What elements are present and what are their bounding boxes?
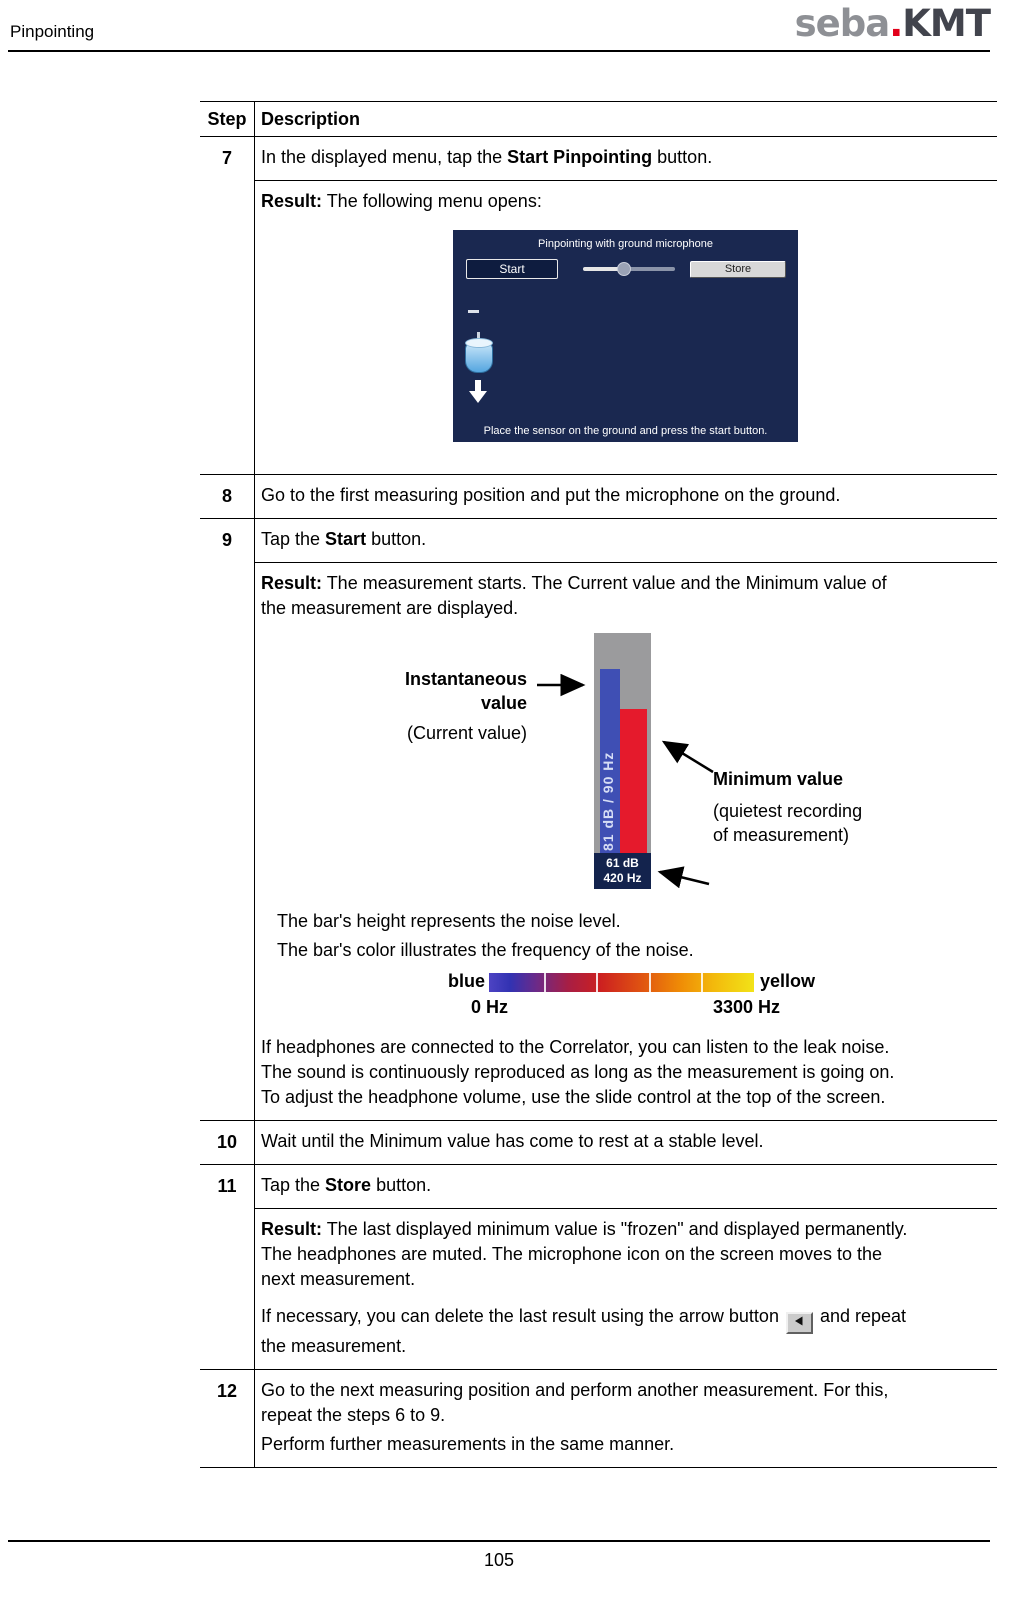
- step11-note: If necessary, you can delete the last result using the arrow button and repeat: [261, 1304, 992, 1334]
- table-header-row: [200, 102, 997, 137]
- minimum-db: 61 dB: [606, 856, 639, 870]
- bar-height-note: The bar's height represents the noise level.: [277, 911, 621, 931]
- step11-instruction: Tap the Store button.: [255, 1165, 997, 1209]
- table-row-step7: [200, 137, 997, 475]
- scale-3300hz-label: 3300 Hz: [713, 997, 781, 1017]
- step-number: 9: [200, 519, 255, 1120]
- footer-divider: [8, 1540, 990, 1542]
- chapter-title: Pinpointing: [10, 22, 95, 41]
- step8-text: Go to the first measuring position and put the microphone on the ground.: [261, 485, 841, 505]
- minimum-value-label: Minimum value: [713, 769, 844, 789]
- step-number: 11: [200, 1165, 255, 1369]
- step-number: 12: [200, 1370, 255, 1467]
- instantaneous-value-label: Instantaneous value: [404, 669, 527, 713]
- result-label: Result:: [261, 1219, 323, 1239]
- back-arrow-icon: [786, 1312, 813, 1334]
- page-number: 105: [483, 1550, 515, 1570]
- result-label: Result:: [261, 573, 323, 593]
- step11-result: Result: The last displayed minimum value is "frozen" and displayed permanently. The headphones are muted. The microphone icon on the screen moves to the next measurement. If necessary, you can delete the last result using the arrow button and repeat the measurement.: [255, 1209, 997, 1369]
- position-tick: [468, 310, 479, 313]
- scale-blue-label: blue: [447, 971, 485, 991]
- step12-description: Go to the next measuring position and perform another measurement. For this, repeat the steps 6 to 9. Perform further measurements in the same manner.: [261, 1380, 889, 1454]
- store-keyword: Store: [325, 1175, 372, 1195]
- table-row-step11: [200, 1165, 997, 1370]
- minimum-hz: 420 Hz: [603, 871, 642, 885]
- step8-description: [255, 475, 997, 518]
- device-screenshot: [453, 230, 798, 442]
- current-value-label: (Current value): [406, 723, 527, 743]
- frequency-scale: [261, 971, 992, 1027]
- start-pinpointing-keyword: Start Pinpointing: [507, 147, 653, 167]
- start-keyword: Start: [325, 529, 367, 549]
- step-number: 7: [200, 137, 255, 474]
- step9-instruction: Tap the Start button.: [255, 519, 997, 563]
- bar-reading-label: 81 dB / 90 Hz: [600, 751, 616, 851]
- table-row-step10: [200, 1121, 997, 1165]
- meter-figure: [261, 633, 992, 901]
- step9-result: Result: The measurement starts. The Current value and the Minimum value of the measurement are displayed. Instantaneous value (Current value) 81 dB / 90 Hz 61 dB 420 Hz Minimum value (quietest recording of measurement) The bar's height represents the noise level. The bar's color illustrates the frequency of the noise. blue yellow 0 Hz 3300 Hz If headphones are connected to the Correlator, you can listen to the leak noise. The sound is continuously reproduced as long as the measurement is going on. To adjust the headphone volume, use the slide control at the top of the screen.: [255, 563, 997, 1120]
- volume-slider: [583, 262, 675, 276]
- step7-result-text: The following menu opens:: [322, 191, 542, 211]
- level-meter-image: [594, 633, 651, 889]
- step7-instruction-text: In the displayed menu, tap the: [261, 147, 508, 167]
- microphone-icon: [462, 332, 496, 376]
- step11-description: [255, 1165, 997, 1369]
- sebakmt-logo: [795, 4, 990, 44]
- table-row-step8: [200, 475, 997, 519]
- down-arrow-icon: [467, 380, 489, 404]
- step-number: 8: [200, 475, 255, 518]
- step10-description: [255, 1121, 997, 1164]
- logo-kmt: KMT: [902, 2, 990, 45]
- slider-thumb: [617, 262, 631, 276]
- table-row-step12: [200, 1370, 997, 1468]
- steps-table: [200, 101, 997, 1468]
- store-button: Store: [690, 261, 786, 278]
- headphones-note: If headphones are connected to the Correlator, you can listen to the leak noise.: [261, 1037, 890, 1057]
- step9-description: [255, 519, 997, 1120]
- logo-dot: .: [889, 2, 903, 45]
- scale-yellow-label: yellow: [760, 971, 816, 991]
- frequency-gradient-bar: [489, 973, 754, 992]
- table-row-step9: [200, 519, 997, 1121]
- page-header: [8, 0, 990, 52]
- bar-color-note: The bar's color illustrates the frequency of the noise.: [277, 940, 694, 960]
- step7-result: [255, 181, 997, 474]
- screen-footer-text: Place the sensor on the ground and press the start button.: [483, 425, 768, 437]
- col-header-description: Description: [261, 109, 361, 129]
- screen-title: Pinpointing with ground microphone: [538, 238, 713, 250]
- step7-description: [255, 137, 997, 474]
- minimum-value-sublabel: (quietest recording of measurement): [713, 801, 863, 845]
- minimum-value-bar: [620, 709, 647, 853]
- minimum-readout: [594, 853, 651, 889]
- start-button: Start: [466, 259, 558, 279]
- step-number: 10: [200, 1121, 255, 1164]
- scale-0hz-label: 0 Hz: [471, 997, 509, 1017]
- result-label: Result:: [261, 191, 323, 211]
- step10-text: Wait until the Minimum value has come to rest at a stable level.: [261, 1131, 764, 1151]
- step7-instruction: In the displayed menu, tap the Start Pinpointing button.: [255, 137, 997, 181]
- col-header-step: Step: [200, 102, 255, 136]
- logo-seba: seba: [794, 2, 890, 45]
